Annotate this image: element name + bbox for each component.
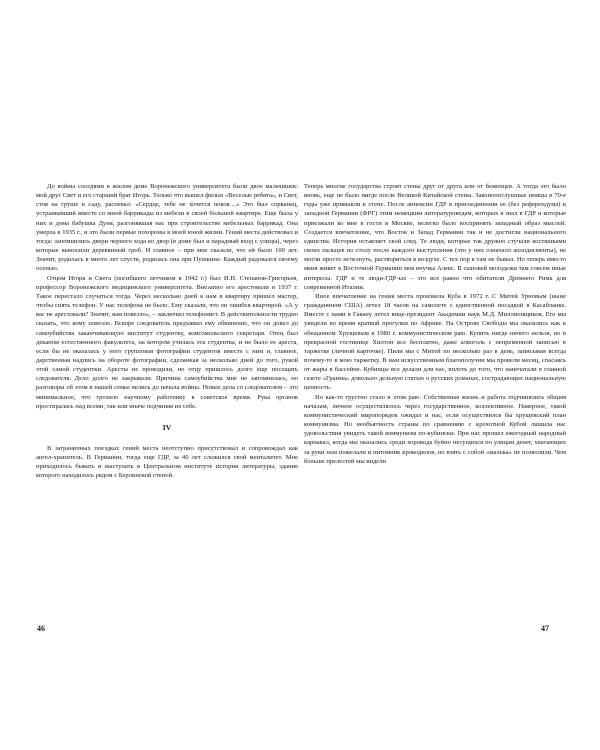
- left-page: [36, 182, 298, 481]
- paragraph: Теперь многие государства строят стены друг от друга или от беженцев. А тогда это было вновь, еще не было нигде после Великой Китайской стены. Законопослушные немцы в 70-е годы уже привыкли к стене. После аннексии ГДР в присоединении ее (без референдума) к западной Германии (ФРГ) этим немецким литературоведам, которых я знал в ГДР и которые приезжали ко мне в гости в Москве, нелегко было воспринять западный образ мыслей. Создается впечатление, что Восток и Запад Германии так и не достигли национального единства. История оставляет свой след. Те люди, которые так дружно стучали костяшками своих пальцев по столу после каждого выступления (это у них означало аплодисменты), не могли просто исчезнуть, раствориться в воздухе. С тех пор я там не бывал. Но теперь вместо меня живет в Восточной Германии моя внучка Алекс. В сыновей молодежи там совсем иные интересы. ГДР и те люди-ГДР-ых – это все равно что обитатели Древнего Рима для современной Италии.: [304, 183, 566, 291]
- page-number-right: 47: [541, 624, 549, 633]
- left-page-body: [36, 182, 298, 411]
- page-number-left: 46: [37, 624, 45, 633]
- paragraph: Но как-то грустно стало в этом раю. Собственная жизнь и работа подчинялись общим началам, личное осуществлялось через государственное, коллективное. Наверное, такой коммунистический миропорядок ожидал и нас, если осуществился бы хрущевский план коммунизма. Но необъятность страны по сравнению с крохотной Кубой лишила нас удовольствия увидеть такой коммунизм по-кубински. При нас прошел ежегодный народный карнавал, когда мы оказались среди хоровода буйно несущихся по улицам денег, хватающих за руки нам пожелали и питомник крокодилов, но взять с собой «малька» не позволили. Чем больше прелестей мы видели: [304, 393, 566, 465]
- paragraph: В заграничных поездках гений места неотступно присутствовал и сопровождал как ангел-хранитель. В Германии, тогда еще ГДР, за 40 лет сложился свой менталитет. Мне приходилось бывать и выступать в Центральном институте истории литературы, здание которого находилось рядом с Берлинской стеной.: [36, 444, 298, 480]
- right-page: [304, 182, 566, 466]
- paragraph: До войны соседями в жилом доме Воронежского университета были двое мальчишек: мой друг Свет и его старший брат Игорь. Только что вышел фильм «Веселые ребята», и Свет, стоя на грушe в саду, распевал: «Сердце, тебе не хочется покоя…» Это был сорванец, устраивавший вместе со мной баррикады из мебели в своей большой квартире. Еще была у них и дома бабушка Дуня, разгонявшая нас при строительстве мебельных баррикад. Она умерла в 1935 г., и это были первые похороны в моей юной жизни. Гений места действовал и тогда: запомнились двери черного хода во двор (в доме был и парадный вход с улицы), через которые выносили деревянный гроб. И главное – при мне сказали, что ей было 100 лет. Значит, родилась в много лет спустя, родилась она при Пушкине. Каждый радовался своему осенью.: [36, 183, 298, 273]
- left-page-body-after-heading: [36, 444, 298, 481]
- paragraph: Иное впечатление на гения места произвела Куба в 1972 г. С Митей Урновым (ныне гражданином США) летел 18 часов на самолете с единственной посадкой в Касабланке. Вместе с нами в Гавану летел вице-президент Академии наук М.Д. Миллионщиков. Его мы увидели во время краткой прогулки по Африке. На Острове Свободы мы оказались как в обещанном Хрущевым к 1980 г. коммунистическом раю. Купить нигде ничего нельзя, но в прекрасной гостинице Хилтон все бесплатно, даже алкоголь с непременной записью в таржетке (личной карточке). Пили мы с Митей по несколько раз в день, записывая всегда почему-то в мою таржетку. В нам искусственным благополучии мы провели месяц, спасаясь от жары в бассейне. Кубинцы все делали для нас, вплоть до того, что напечатали в главной газете «Гранма» довольно дельную статью о русских романах, сострадающих национальную ценность.: [304, 292, 566, 392]
- section-heading: IV: [162, 422, 172, 432]
- paragraph: Отцом Игоря и Света (погибшего летчиком в 1942 г.) был И.Н. Степанов-Григорьев, профессор Воронежского медицинского университета. Внезапно его арестовали в 1937 г. Такое перестало случаться тогда. Через несколько дней к нам в квартиру пришел мастер, чтобы снять телефон. У нас телефона не было. Ему сказали, что он ошибся квартирой. «А у вас не арестовали? Значит, вам повезло», – заключил телефонист. В действительности трудно сказать, что кому повезло. Вскоре следователь предъявил ему обвинение, что он довел до самоубийства заканчивающую институт студентку, комсомольского секретаря. Отец был деканом естественного факультета, на котором училась эта студентка, и не было ее ареста, если бы не оказалась у него групповая фотографии студентов вместе с ним и, главное, дарственная надпись на обороте фотографии, сделанная за несколько дней до того, рукой этой самой студентки. Аресты не проводили, но отцу пришлось долго еще посещать следователя. Дело долго не закрывали. Причина самоубийства мне не запомнилась, но разговоры об этом в нашей семье велись до начала войны. Новые дела со следователем – это минимальное, что грозило научному работнику в советское время. Рука органов простиралась над всеми, так или иначе подчиняя их себе.: [36, 274, 298, 410]
